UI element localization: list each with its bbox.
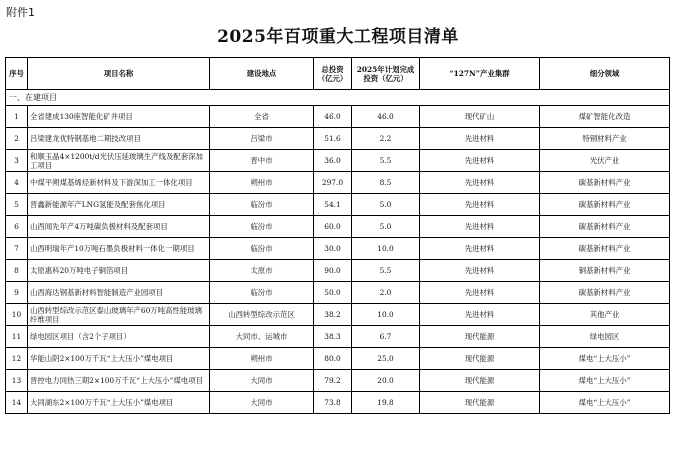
table-row — [6, 194, 670, 216]
cell-total: 297.0 — [314, 172, 352, 194]
cell-cluster: 现代能源 — [420, 348, 540, 370]
cell-field: 其他产业 — [540, 304, 670, 326]
cell-total: 60.0 — [314, 216, 352, 238]
cell-name: 山西明瑞年产10万吨石墨负极材料一体化一期项目 — [28, 238, 210, 260]
cell-cluster: 先进材料 — [420, 238, 540, 260]
cell-field: 特钢材料产业 — [540, 128, 670, 150]
cell-location: 晋中市 — [210, 150, 314, 172]
cell-field: 碳基新材料产业 — [540, 238, 670, 260]
cell-total: 46.0 — [314, 106, 352, 128]
cell-field: 煤矿智能化改造 — [540, 106, 670, 128]
project-table — [5, 57, 670, 414]
cell-plan: 46.0 — [352, 106, 420, 128]
cell-name: 山西转型综改示范区泰山玻璃年产60万吨高性能玻璃纤维项目 — [28, 304, 210, 326]
table-row — [6, 216, 670, 238]
table-row — [6, 392, 670, 414]
cell-location: 吕梁市 — [210, 128, 314, 150]
cell-name: 晋鑫新能源年产LNG氢能及配套焦化项目 — [28, 194, 210, 216]
table-row — [6, 260, 670, 282]
cell-no: 9 — [6, 282, 28, 304]
table-header-row — [6, 58, 670, 90]
cell-no: 1 — [6, 106, 28, 128]
cell-plan: 25.0 — [352, 348, 420, 370]
col-header-total: 总投资（亿元） — [314, 58, 352, 90]
cell-field: 碳基新材料产业 — [540, 194, 670, 216]
cell-plan: 8.5 — [352, 172, 420, 194]
cell-no: 13 — [6, 370, 28, 392]
cell-field: 碳基新材料产业 — [540, 172, 670, 194]
page-title: 2025年百项重大工程项目清单 — [217, 27, 459, 47]
cell-location: 大同市、运城市 — [210, 326, 314, 348]
cell-name: 中煤平朔煤基烯烃新材料及下游深加工一体化项目 — [28, 172, 210, 194]
table-row — [6, 150, 670, 172]
table-row — [6, 238, 670, 260]
cell-total: 90.0 — [314, 260, 352, 282]
attachment-label: 附件1 — [6, 6, 35, 19]
cell-name: 全省建成130座智能化矿井项目 — [28, 106, 210, 128]
cell-field: 煤电“上大压小” — [540, 370, 670, 392]
cell-field: 碳基新材料产业 — [540, 282, 670, 304]
cell-cluster: 先进材料 — [420, 172, 540, 194]
cell-field: 绿电园区 — [540, 326, 670, 348]
cell-location: 临汾市 — [210, 282, 314, 304]
cell-location: 临汾市 — [210, 216, 314, 238]
col-header-no: 序号 — [6, 58, 28, 90]
cell-total: 30.0 — [314, 238, 352, 260]
cell-field: 铜基新材料产业 — [540, 260, 670, 282]
cell-location: 全省 — [210, 106, 314, 128]
cell-no: 5 — [6, 194, 28, 216]
cell-total: 38.2 — [314, 304, 352, 326]
cell-total: 38.3 — [314, 326, 352, 348]
cell-plan: 6.7 — [352, 326, 420, 348]
cell-plan: 5.0 — [352, 216, 420, 238]
cell-total: 51.6 — [314, 128, 352, 150]
cell-no: 14 — [6, 392, 28, 414]
cell-location: 大同市 — [210, 392, 314, 414]
cell-name: 山西闻先年产4万吨碳负极材料及配套项目 — [28, 216, 210, 238]
cell-name: 山西海达钢基新材料智能制造产业园项目 — [28, 282, 210, 304]
col-header-location: 建设地点 — [210, 58, 314, 90]
cell-plan: 20.0 — [352, 370, 420, 392]
cell-no: 12 — [6, 348, 28, 370]
cell-cluster: 先进材料 — [420, 282, 540, 304]
cell-cluster: 先进材料 — [420, 128, 540, 150]
table-row — [6, 106, 670, 128]
cell-name: 和顺玉晶4×1200t/d光伏压延玻璃生产线及配套深加工项目 — [28, 150, 210, 172]
cell-location: 大同市 — [210, 370, 314, 392]
cell-name: 太原惠科20万吨电子铜箔项目 — [28, 260, 210, 282]
cell-cluster: 现代能源 — [420, 370, 540, 392]
cell-no: 6 — [6, 216, 28, 238]
cell-cluster: 现代能源 — [420, 392, 540, 414]
cell-no: 11 — [6, 326, 28, 348]
table-row — [6, 128, 670, 150]
col-header-plan: 2025年计划完成投资（亿元） — [352, 58, 420, 90]
cell-location: 山西转型综改示范区 — [210, 304, 314, 326]
cell-total: 79.2 — [314, 370, 352, 392]
section-row — [6, 90, 670, 106]
cell-field: 光伏产业 — [540, 150, 670, 172]
cell-name: 晋控电力同热三期2×100万千瓦“上大压小”煤电项目 — [28, 370, 210, 392]
cell-field: 煤电“上大压小” — [540, 348, 670, 370]
table-row — [6, 282, 670, 304]
cell-plan: 10.0 — [352, 238, 420, 260]
cell-no: 4 — [6, 172, 28, 194]
cell-total: 54.1 — [314, 194, 352, 216]
cell-location: 朔州市 — [210, 172, 314, 194]
cell-no: 7 — [6, 238, 28, 260]
cell-plan: 5.5 — [352, 260, 420, 282]
cell-plan: 2.0 — [352, 282, 420, 304]
cell-plan: 19.8 — [352, 392, 420, 414]
cell-location: 临汾市 — [210, 238, 314, 260]
cell-total: 50.0 — [314, 282, 352, 304]
cell-location: 太原市 — [210, 260, 314, 282]
cell-no: 8 — [6, 260, 28, 282]
cell-field: 煤电“上大压小” — [540, 392, 670, 414]
cell-name: 大同湖东2×100万千瓦“上大压小”煤电项目 — [28, 392, 210, 414]
section-title: 一、在建项目 — [6, 90, 670, 106]
cell-cluster: 先进材料 — [420, 150, 540, 172]
cell-plan: 5.5 — [352, 150, 420, 172]
cell-total: 36.0 — [314, 150, 352, 172]
cell-total: 73.8 — [314, 392, 352, 414]
cell-name: 华能山阴2×100万千瓦“上大压小”煤电项目 — [28, 348, 210, 370]
col-header-cluster: “127N”产业集群 — [420, 58, 540, 90]
col-header-name: 项目名称 — [28, 58, 210, 90]
cell-no: 2 — [6, 128, 28, 150]
cell-cluster: 现代矿山 — [420, 106, 540, 128]
cell-location: 朔州市 — [210, 348, 314, 370]
cell-name: 吕梁建龙优特钢基地二期技改项目 — [28, 128, 210, 150]
cell-plan: 5.0 — [352, 194, 420, 216]
table-row — [6, 370, 670, 392]
cell-cluster: 先进材料 — [420, 260, 540, 282]
cell-cluster: 先进材料 — [420, 194, 540, 216]
col-header-field: 细分领域 — [540, 58, 670, 90]
cell-location: 临汾市 — [210, 194, 314, 216]
cell-field: 碳基新材料产业 — [540, 216, 670, 238]
table-row — [6, 348, 670, 370]
cell-no: 3 — [6, 150, 28, 172]
cell-cluster: 现代能源 — [420, 326, 540, 348]
cell-total: 80.0 — [314, 348, 352, 370]
cell-cluster: 先进材料 — [420, 216, 540, 238]
table-row — [6, 172, 670, 194]
table-row — [6, 326, 670, 348]
cell-cluster: 先进材料 — [420, 304, 540, 326]
table-row — [6, 304, 670, 326]
cell-plan: 10.0 — [352, 304, 420, 326]
cell-name: 绿电园区项目（含2个子项目） — [28, 326, 210, 348]
cell-no: 10 — [6, 304, 28, 326]
cell-plan: 2.2 — [352, 128, 420, 150]
